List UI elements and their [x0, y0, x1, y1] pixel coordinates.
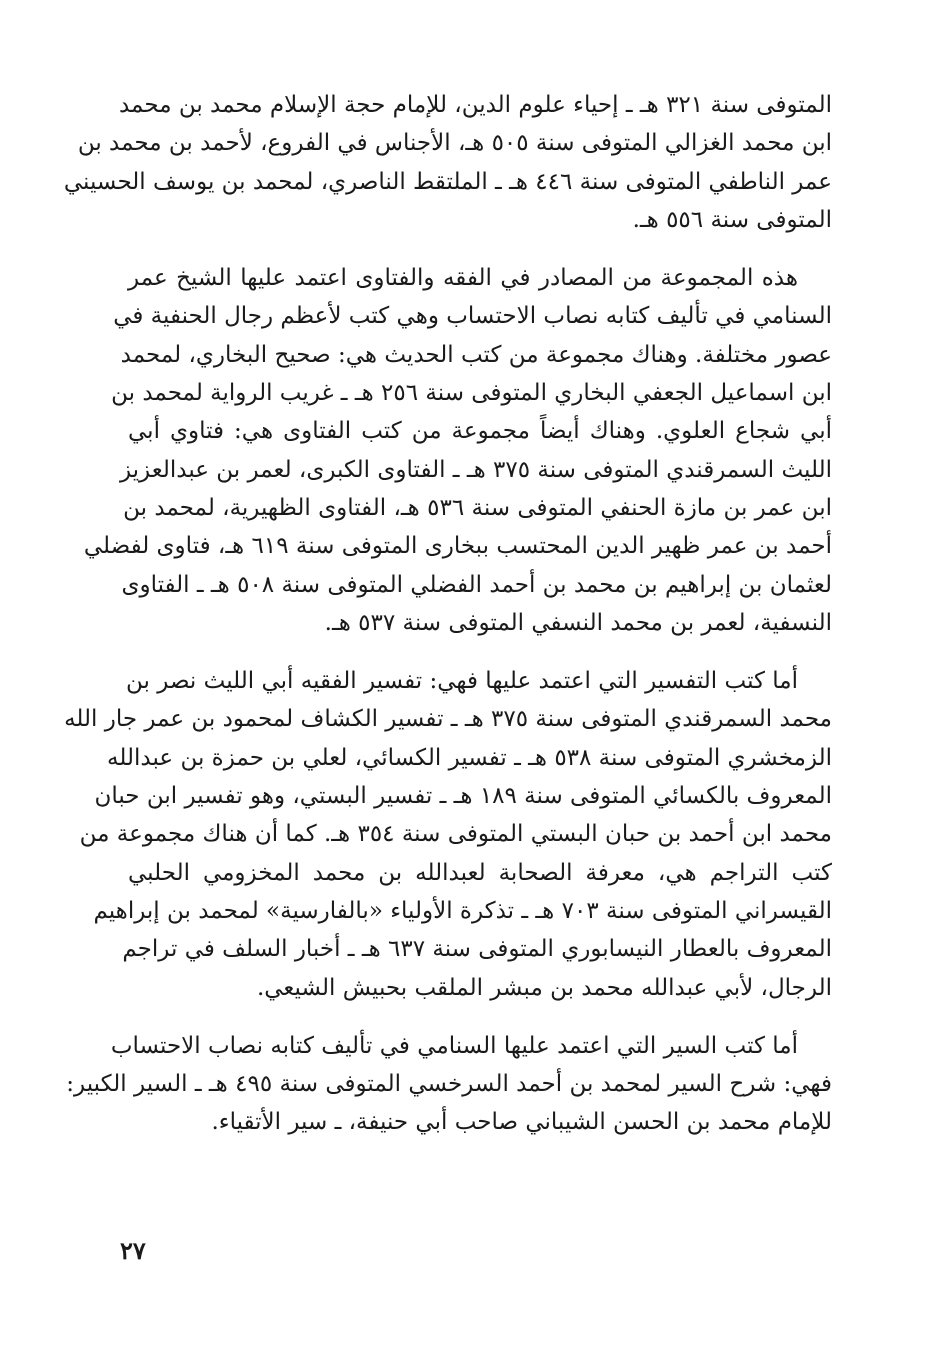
text-line: ابن عمر بن مازة الحنفي المتوفى سنة ٥٣٦ هـ، الفتاوى الظهيرية، لمحمد بن [123, 494, 832, 521]
text-line: أحمد بن عمر ظهير الدين المحتسب ببخارى المتوفى سنة ٦١٩ هـ، فتاوى لفضلي [83, 533, 832, 560]
text-line: المتوفى سنة ٣٢١ هـ ـ إحياء علوم الدين، للإمام حجة الإسلام محمد بن محمد [118, 92, 832, 118]
page-number: ٢٧ [120, 1236, 146, 1265]
text-line: عصور مختلفة. وهناك مجموعة من كتب الحديث هي: صحيح البخاري، لمحمد [120, 341, 832, 368]
text-line: كتب التراجم هي، معرفة الصحابة لعبدالله بن محمد المخزومي الحلبي [128, 859, 832, 886]
text-line: الرجال، لأبي عبدالله محمد بن مبشر الملقب بحبيش الشيعي. [256, 974, 832, 1001]
text-line: أما كتب التفسير التي اعتمد عليها فهي: تفسير الفقيه أبي الليث نصر بن [126, 668, 798, 695]
text-line: القيسراني المتوفى سنة ٧٠٣ هـ ـ تذكرة الأولياء «بالفارسية» لمحمد بن إبراهيم [93, 897, 832, 924]
text-line: أما كتب السير التي اعتمد عليها السنامي في تأليف كتابه نصاب الاحتساب [110, 1032, 798, 1059]
text-line: ابن محمد الغزالي المتوفى سنة ٥٠٥ هـ، الأجناس في الفروع، لأحمد بن محمد بن [77, 130, 832, 157]
text-line: الليث السمرقندي المتوفى سنة ٣٧٥ هـ ـ الفتاوى الكبرى، لعمر بن عبدالعزيز [119, 456, 832, 483]
text-line: النسفية، لعمر بن محمد النسفي المتوفى سنة ٥٣٧ هـ. [324, 609, 832, 636]
text-line: أبي شجاع العلوي. وهناك أيضاً مجموعة من كتب الفتاوى هي: فتاوي أبي [128, 418, 832, 445]
paragraph-4 [66, 1027, 832, 1142]
paragraph-2 [83, 259, 832, 642]
text-line: هذه المجموعة من المصادر في الفقه والفتاوى اعتمد عليها الشيخ عمر [128, 265, 798, 292]
text-line: لعثمان بن إبراهيم بن محمد بن أحمد الفضلي المتوفى سنة ٥٠٨ هـ ـ الفتاوى [121, 571, 832, 598]
text-line: المتوفى سنة ٥٥٦ هـ. [632, 206, 832, 233]
text-line: ابن اسماعيل الجعفي البخاري المتوفى سنة ٢٥٦ هـ ـ غريب الرواية لمحمد بن [111, 380, 832, 407]
text-line: محمد ابن أحمد بن حبان البستي المتوفى سنة ٣٥٤ هـ. كما أن هناك مجموعة من [79, 821, 832, 848]
text-line: المعروف بالعطار النيسابوري المتوفى سنة ٦٣٧ هـ ـ أخبار السلف في تراجم [122, 936, 832, 963]
text-line: عمر الناطفي المتوفى سنة ٤٤٦ هـ ـ الملتقط الناصري، لمحمد بن يوسف الحسيني [63, 168, 832, 195]
text-line: المعروف بالكسائي المتوفى سنة ١٨٩ هـ ـ تفسير البستي، وهو تفسير ابن حبان [94, 783, 832, 810]
text-line: فهي: شرح السير لمحمد بن أحمد السرخسي المتوفى سنة ٤٩٥ هـ ـ السير الكبير: [66, 1071, 832, 1098]
paragraph-1 [63, 86, 832, 239]
paragraph-3 [64, 662, 832, 1007]
text-line: للإمام محمد بن الحسن الشيباني صاحب أبي حنيفة، ـ سير الأتقياء. [211, 1109, 832, 1136]
body-text [63, 86, 832, 1162]
text-line: محمد السمرقندي المتوفى سنة ٣٧٥ هـ ـ تفسير الكشاف لمحمود بن عمر جار الله [64, 706, 832, 733]
text-line: الزمخشري المتوفى سنة ٥٣٨ هـ ـ تفسير الكسائي، لعلي بن حمزة بن عبدالله [107, 744, 832, 771]
text-line: السنامي في تأليف كتابه نصاب الاحتساب وهي كتب لأعظم رجال الحنفية في [113, 303, 832, 330]
